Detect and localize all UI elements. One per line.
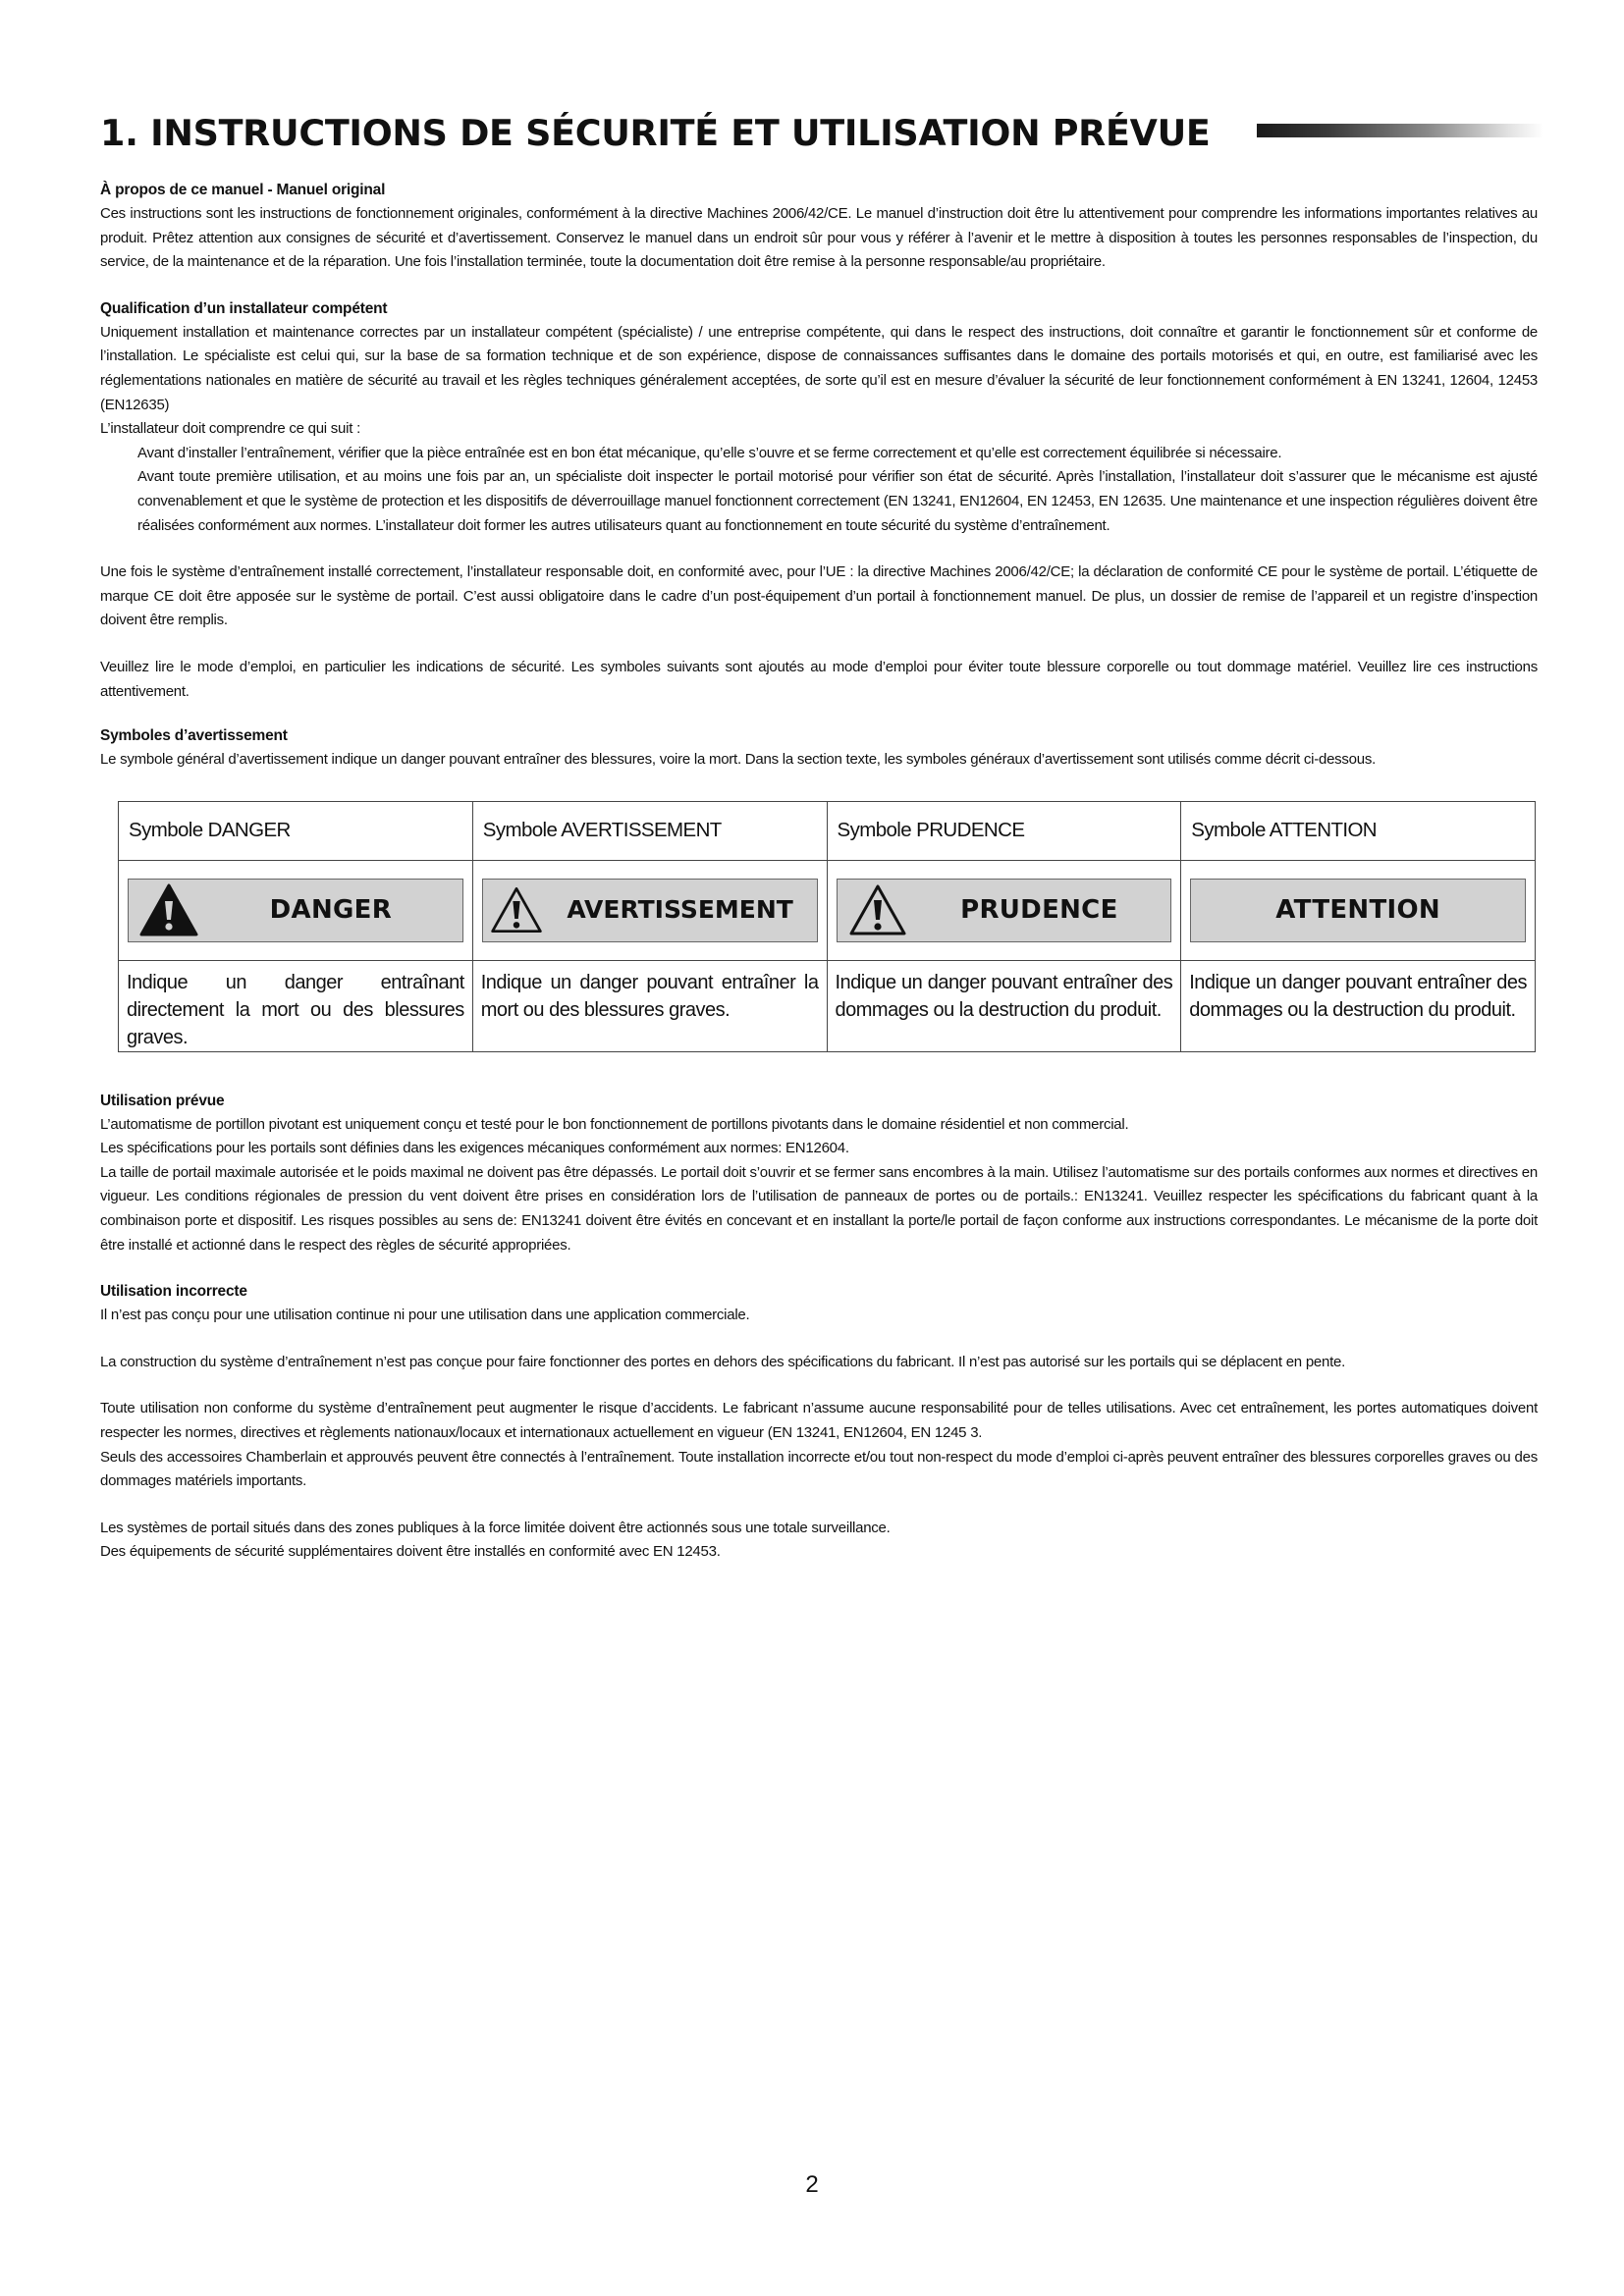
symbols-heading: Symboles d’avertissement bbox=[100, 727, 288, 745]
badge-cell-avertissement bbox=[472, 860, 827, 960]
danger-badge-label: DANGER bbox=[269, 894, 393, 925]
about-heading: À propos de ce manuel - Manuel original bbox=[100, 182, 386, 198]
qualification-body: Uniquement installation et maintenance correctes par un installateur compétent (spécialiste) / une entreprise compétente, qui dans le respect des instructions, doit connaître et garantir le fonctionnement sûr et conforme de l’installation. Le spécialiste est celui qui, sur la base de sa formation technique et de son expérience, dispose de connaissances suffisantes dans le domaine des portails motorisés et qui, en outre, est familiarisé avec les réglementations nationales en matière de sécurité au travail et les règles techniques généralement acceptées, de sorte qu’il est en mesure d’évaluer la sécurité de leur fonctionnement conformément à EN 13241, 12604, 12453 (EN12635) bbox=[100, 323, 1538, 413]
outline-warning-icon bbox=[847, 882, 908, 937]
avertissement-badge bbox=[482, 879, 818, 942]
content bbox=[100, 179, 1538, 1565]
description-danger: Indique un danger entraînant directement la mort ou des blessures graves. bbox=[119, 960, 473, 1051]
incorrect-use-p3b: Seuls des accessoires Chamberlain et approuvés peuvent être connectés à l’entraînement. Toute installation incorrecte et/ou tout non-respect du mode d’emploi ci-après peuvent entraîner des blessures corporelles graves ou des dommages matériels importants. bbox=[100, 1448, 1538, 1490]
filled-warning-icon bbox=[138, 882, 199, 937]
section-incorrect-use bbox=[100, 1280, 1538, 1565]
incorrect-use-p4b: Des équipements de sécurité supplémentaires doivent être installés en conformité avec EN 12453. bbox=[100, 1543, 721, 1561]
page-number: 2 bbox=[805, 2171, 819, 2198]
section-about-manual bbox=[100, 179, 1538, 275]
section-warning-symbols bbox=[100, 724, 1538, 1052]
description-prudence: Indique un danger pouvant entraîner des dommages ou la destruction du produit. bbox=[827, 960, 1181, 1051]
warning-symbols-table bbox=[118, 801, 1536, 1052]
outline-warning-icon bbox=[489, 882, 544, 937]
symbols-body: Le symbole général d’avertissement indique un danger pouvant entraîner des blessures, voire la mort. Dans la section texte, les symboles généraux d’avertissement sont utilisés comme décrit ci-dessous. bbox=[100, 751, 1377, 769]
header-danger: Symbole DANGER bbox=[119, 801, 473, 860]
table-header-row bbox=[119, 801, 1536, 860]
description-attention: Indique un danger pouvant entraîner des dommages ou la destruction du produit. bbox=[1181, 960, 1536, 1051]
header-avertissement: Symbole AVERTISSEMENT bbox=[472, 801, 827, 860]
badge-cell-attention bbox=[1181, 860, 1536, 960]
incorrect-use-p2: La construction du système d’entraînement n’est pas conçue pour faire fonctionner des portes en dehors des spécifications du fabricant. Il n’est pas autorisé sur les portails qui se déplacent en pente. bbox=[100, 1353, 1346, 1370]
incorrect-use-p4a: Les systèmes de portail situés dans des zones publiques à la force limitée doivent être actionnés sous une totale surveillance. bbox=[100, 1519, 891, 1536]
conformity-body: Une fois le système d’entraînement installé correctement, l’installateur responsable doit, en conformité avec, pour l’UE : la directive Machines 2006/42/CE; la déclaration de conformité CE pour le système de portail. L’étiquette de marque CE doit être apposée sur le système de portail. C’est aussi obligatoire dans le cadre d’un post-équipement d’un portail à fonctionnement manuel. De plus, un dossier de remise de l’appareil et un registre d’inspection doivent être remplis. bbox=[100, 563, 1538, 629]
badge-cell-danger bbox=[119, 860, 473, 960]
read-notice-body: Veuillez lire le mode d’emploi, en particulier les indications de sécurité. Les symboles suivants sont ajoutés au mode d’emploi pour éviter toute blessure corporelle ou tout dommage matériel. Veuillez lire ces instructions attentivement. bbox=[100, 658, 1538, 700]
qualification-heading: Qualification d’un installateur compétent bbox=[100, 299, 388, 317]
avertissement-badge-label: AVERTISSEMENT bbox=[567, 894, 793, 924]
header-attention: Symbole ATTENTION bbox=[1181, 801, 1536, 860]
incorrect-use-p3a: Toute utilisation non conforme du système d’entraînement peut augmenter le risque d’accidents. Le fabricant n’assume aucune responsabilité pour de telles utilisations. Avec cet entraînement, les portes automatiques doivent respecter les normes, directives et règlements nationaux/locaux et internationaux actuellement en vigueur (EN 13241, EN12604, EN 1245 3. bbox=[100, 1400, 1538, 1442]
header-prudence: Symbole PRUDENCE bbox=[827, 801, 1181, 860]
incorrect-use-heading: Utilisation incorrecte bbox=[100, 1283, 247, 1301]
page-title: 1. INSTRUCTIONS DE SÉCURITÉ ET UTILISATION PRÉVUE bbox=[100, 112, 1211, 154]
table-badge-row bbox=[119, 860, 1536, 960]
badge-cell-prudence bbox=[827, 860, 1181, 960]
title-row bbox=[100, 106, 1543, 161]
table-description-row bbox=[119, 960, 1536, 1051]
qualification-intro: L’installateur doit comprendre ce qui suit : bbox=[100, 420, 360, 438]
section-qualification bbox=[100, 297, 1538, 538]
section-intended-use bbox=[100, 1090, 1538, 1258]
prudence-badge bbox=[837, 879, 1172, 942]
attention-badge-label: ATTENTION bbox=[1275, 894, 1440, 925]
about-body: Ces instructions sont les instructions de fonctionnement originales, conformément à la directive Machines 2006/42/CE. Le manuel d’instruction doit être lu attentivement pour comprendre les informations importantes relatives au produit. Prêtez attention aux consignes de sécurité et d’avertissement. Conservez le manuel dans un endroit sûr pour vous y référer à l’avenir et le mettre à disposition à toutes les personnes responsables de l’inspection, du service, de la maintenance et de la réparation. Une fois l’installation terminée, toute la documentation doit être remise à la personne responsable/au propriétaire. bbox=[100, 205, 1538, 271]
incorrect-use-p1: Il n’est pas conçu pour une utilisation continue ni pour une utilisation dans une application commerciale. bbox=[100, 1307, 750, 1324]
intended-use-line-2: Les spécifications pour les portails sont définies dans les exigences mécaniques conformément aux normes: EN12604. bbox=[100, 1140, 849, 1157]
attention-badge bbox=[1190, 879, 1526, 942]
title-gradient-bar bbox=[1257, 124, 1543, 137]
intended-use-line-3: La taille de portail maximale autorisée et le poids maximal ne doivent pas être dépassés. Le portail doit s’ouvrir et se fermer sans encombres à la main. Utilisez l’automatisme sur des portails conformes aux normes et directives en vigueur. Les conditions régionales de pression du vent doivent être prises en considération lors de l’utilisation de panneaux de portes ou de portails.: EN13241. Veuillez respecter les spécifications du fabricant quant à la combinaison porte et dispositif. Les risques possibles au sens de: EN13241 doivent être évités en concevant et en installant la porte/le portail de façon conforme aux instructions correspondantes. Le mécanisme de la porte doit être installé et actionné dans le respect des règles de sécurité appropriées. bbox=[100, 1163, 1538, 1254]
danger-badge bbox=[128, 879, 463, 942]
intended-use-line-1: L’automatisme de portillon pivotant est uniquement conçu et testé pour le bon fonctionnement de portillons pivotants dans le domaine résidentiel et non commercial. bbox=[100, 1115, 1129, 1133]
intended-use-heading: Utilisation prévue bbox=[100, 1092, 225, 1109]
qualification-point-1: Avant d’installer l’entraînement, vérifier que la pièce entraînée est en bon état mécanique, qu’elle s’ouvre et se ferme correctement et qu’elle est correctement équilibrée si nécessaire. bbox=[137, 444, 1282, 461]
prudence-badge-label: PRUDENCE bbox=[960, 894, 1118, 925]
description-avertissement: Indique un danger pouvant entraîner la mort ou des blessures graves. bbox=[472, 960, 827, 1051]
qualification-point-2: Avant toute première utilisation, et au moins une fois par an, un spécialiste doit inspecter le portail motorisé pour vérifier son état de sécurité. Après l’installation, l’installateur doit s’assurer que le mécanisme est ajusté convenablement et que le système de protection et les dispositifs de déverrouillage manuel fonctionnent correctement (EN 13241, EN12604, EN 12453, EN 12635. Une maintenance et une inspection régulières doivent être réalisées conformément aux normes. L’installateur doit former les autres utilisateurs quant au fonctionnement en toute sécurité du système d’entraînement. bbox=[137, 468, 1538, 534]
